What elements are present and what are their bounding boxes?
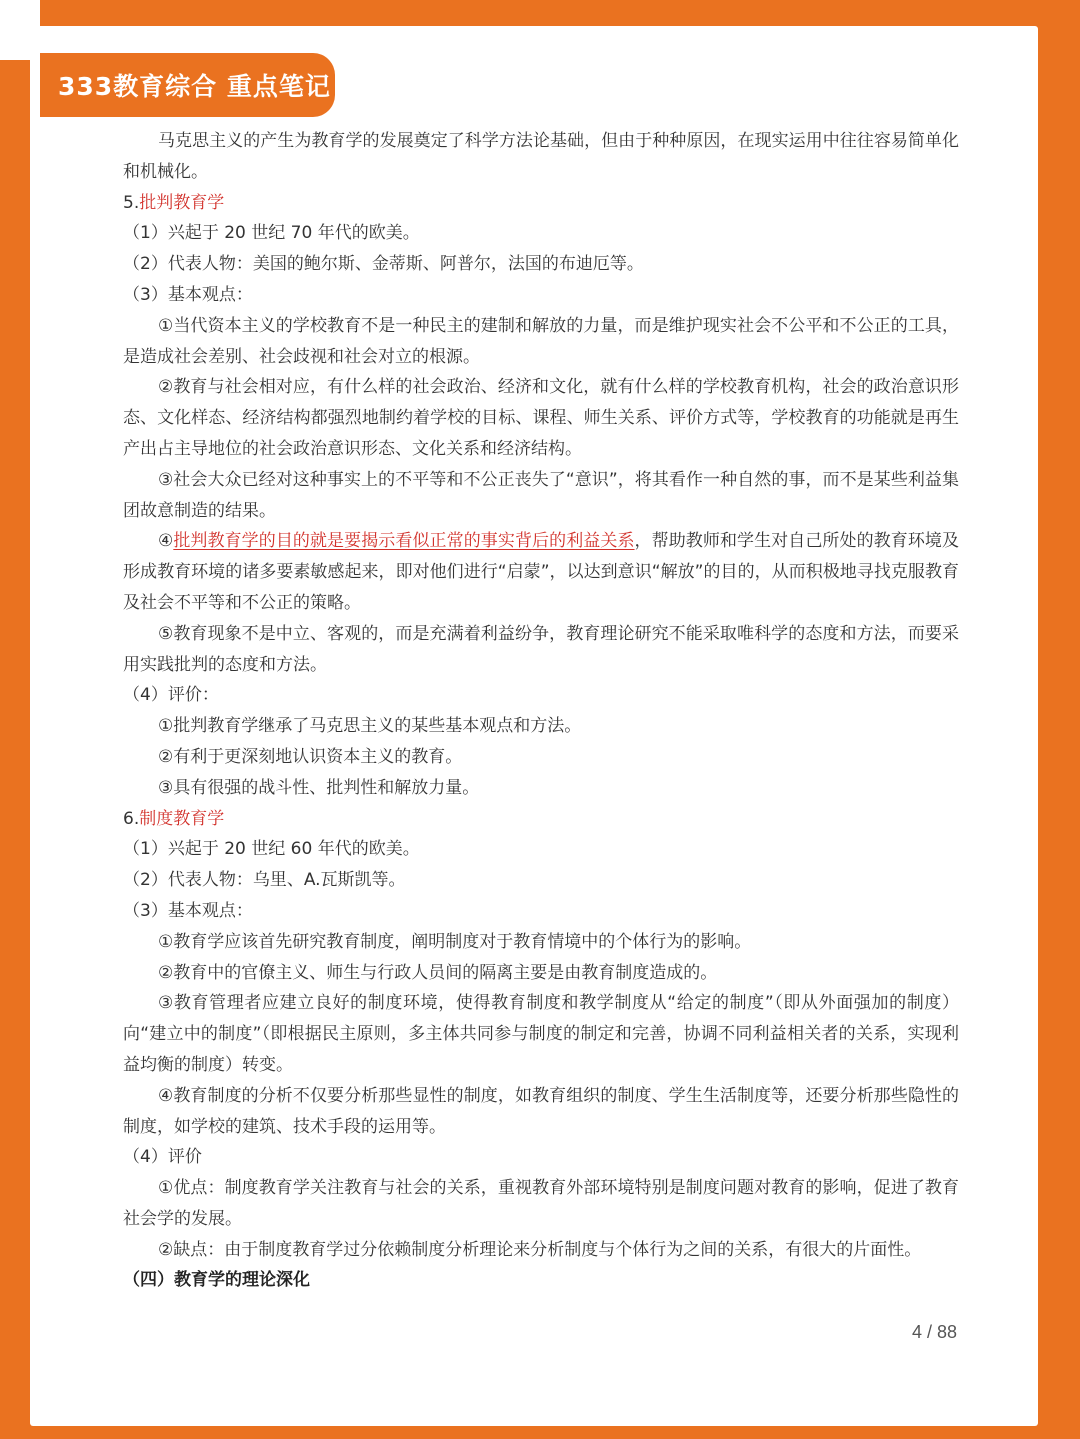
section-5-title: 批判教育学 [139, 192, 225, 213]
s5-view-4-rest: ，帮助教师和学生对自己所处的教育环境及形成教育环境的诸多要素敏感起来，即对他们进行“启蒙”，以达到意识“解放”的目的，从而积极地寻找克服教育及社会不平等和不公正的策略。 [123, 531, 959, 613]
s6-item-2: （2）代表人物：乌里、A.瓦斯凯等。 [123, 870, 406, 891]
s5-view-4-marker: ④ [158, 531, 174, 552]
s5-view-3: ③社会大众已经对这种事实上的不平等和不公正丧失了“意识”，将其看作一种自然的事，而不是某些利益集团故意制造的结果。 [123, 469, 959, 521]
s6-item-4: （4）评价 [123, 1147, 202, 1168]
intro-paragraph: 马克思主义的产生为教育学的发展奠定了科学方法论基础，但由于种种原因，在现实运用中往往容易简单化和机械化。 [123, 131, 959, 182]
s5-view-4 [123, 526, 959, 618]
s5-item-2: （2）代表人物：美国的鲍尔斯、金蒂斯、阿普尔，法国的布迪厄等。 [123, 254, 644, 275]
header-title: 333教育综合 重点笔记 [58, 72, 331, 101]
s5-view-4-highlight: 批判教育学的目的就是要揭示看似正常的事实背后的利益关系 [173, 531, 635, 552]
s6-item-3: （3）基本观点： [123, 900, 253, 921]
page-number: 4 / 88 [911, 1322, 957, 1342]
s5-eval-1: ①批判教育学继承了马克思主义的某些基本观点和方法。 [158, 716, 582, 737]
s6-eval-1: ①优点：制度教育学关注教育与社会的关系，重视教育外部环境特别是制度问题对教育的影响，促进了教育社会学的发展。 [123, 1178, 959, 1229]
s6-item-1: （1）兴起于 20 世纪 60 年代的欧美。 [123, 839, 420, 860]
header-banner [40, 53, 335, 117]
s6-view-3: ③教育管理者应建立良好的制度环境，使得教育制度和教学制度从“给定的制度”（即从外面强加的制度）向“建立中的制度”（即根据民主原则，多主体共同参与制度的制定和完善，协调不同利益相关者的关系，实现利益均衡的制度）转变。 [123, 993, 959, 1075]
s6-view-1: ①教育学应该首先研究教育制度，阐明制度对于教育情境中的个体行为的影响。 [158, 931, 752, 952]
s5-item-4: （4）评价： [123, 685, 219, 706]
section-5-heading [123, 188, 959, 219]
s5-item-3: （3）基本观点： [123, 284, 253, 305]
s5-view-2: ②教育与社会相对应，有什么样的社会政治、经济和文化，就有什么样的学校教育机构，社会的政治意识形态、文化样态、经济结构都强烈地制约着学校的目标、课程、师生关系、评价方式等，学校教育的功能就是再生产出占主导地位的社会政治意识形态、文化关系和经济结构。 [123, 377, 959, 459]
section-6-heading [123, 804, 959, 835]
s6-view-4: ④教育制度的分析不仅要分析那些显性的制度，如教育组织的制度、学生生活制度等，还要分析那些隐性的制度，如学校的建筑、技术手段的运用等。 [123, 1085, 959, 1137]
s5-view-1: ①当代资本主义的学校教育不是一种民主的建制和解放的力量，而是维护现实社会不公平和不公正的工具，是造成社会差别、社会歧视和社会对立的根源。 [123, 315, 959, 367]
corner-notch [0, 0, 40, 60]
section-5-number: 5. [123, 192, 140, 213]
s5-eval-3: ③具有很强的战斗性、批判性和解放力量。 [158, 777, 480, 798]
s5-view-5: ⑤教育现象不是中立、客观的，而是充满着利益纷争，教育理论研究不能采取唯科学的态度和方法，而要采用实践批判的态度和方法。 [123, 623, 959, 675]
section-6-number: 6. [123, 808, 140, 829]
s5-eval-2: ②有利于更深刻地认识资本主义的教育。 [158, 746, 463, 767]
section-4-heading: （四）教育学的理论深化 [123, 1270, 310, 1291]
section-6-title: 制度教育学 [139, 808, 225, 829]
s5-item-1: （1）兴起于 20 世纪 70 年代的欧美。 [123, 223, 420, 244]
notes-body [123, 126, 959, 1296]
s6-view-2: ②教育中的官僚主义、师生与行政人员间的隔离主要是由教育制度造成的。 [158, 962, 718, 983]
s6-eval-2: ②缺点：由于制度教育学过分依赖制度分析理论来分析制度与个体行为之间的关系，有很大的片面性。 [158, 1239, 922, 1260]
